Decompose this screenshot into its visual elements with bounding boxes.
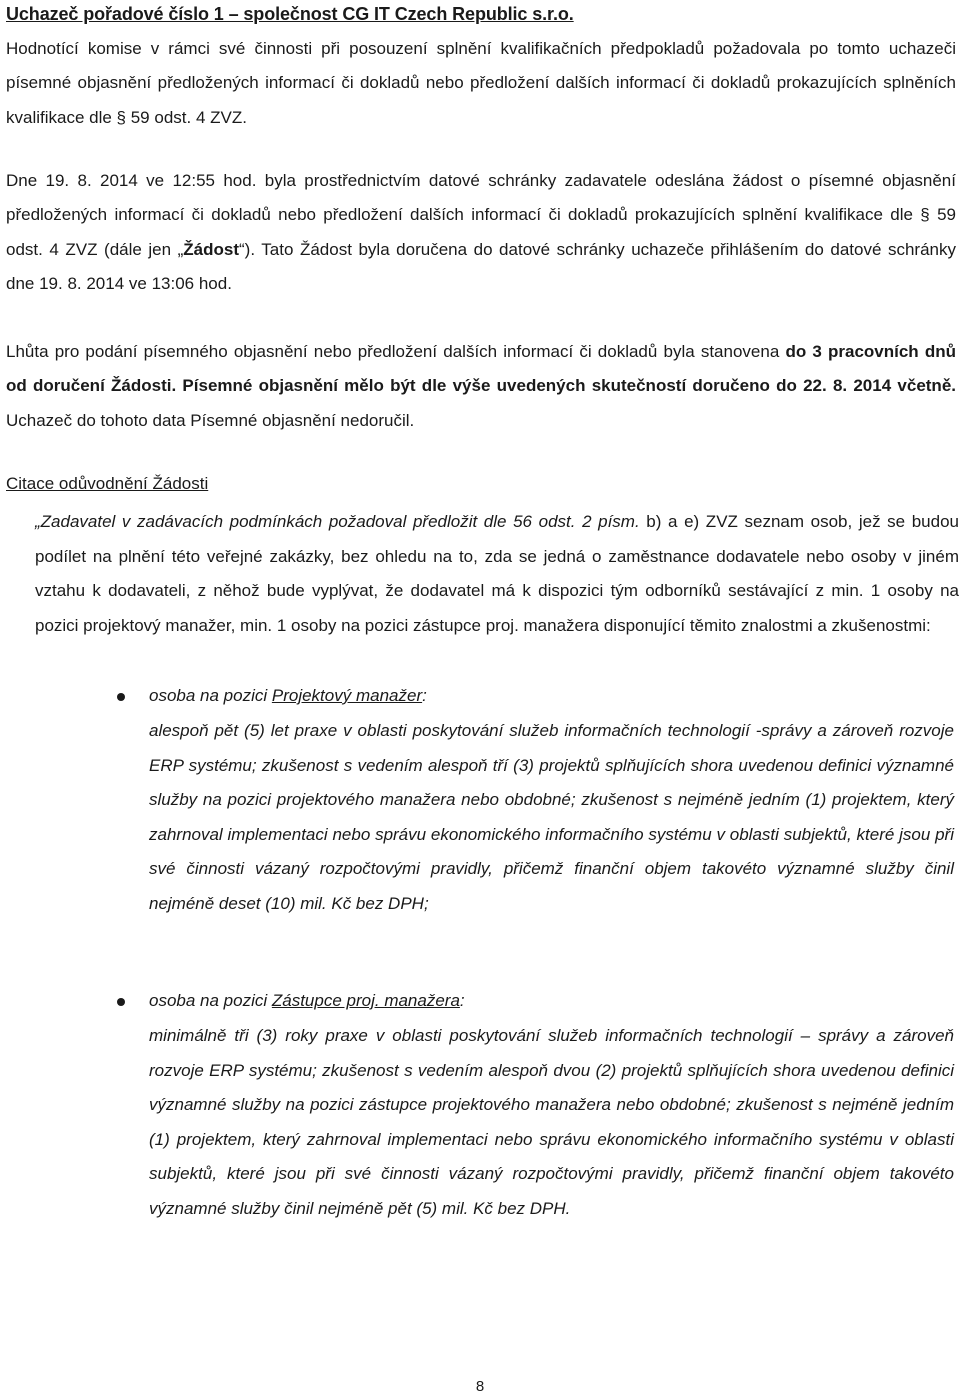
page-number: 8 — [475, 1378, 485, 1395]
bullet-icon — [117, 693, 125, 701]
request-text-2: “). Tato Žádost byla doručena do datové schránky uchazeče přihlášením do datové schránky dne 19. 8. 2014 ve 13:06 hod. — [6, 239, 956, 294]
bullet-prefix: osoba na pozici — [149, 991, 272, 1010]
request-text-1: Dne 19. 8. 2014 ve 12:55 hod. byla prostřednictvím datové schránky zadavatele odeslána žádost o písemné objasnění předložených informací či dokladů nebo předložení dalších informací či dokladů prokazujících splnění kvalifikace dle § 59 odst. 4 ZVZ (dále jen „ — [6, 171, 956, 259]
bullet-role: Projektový manažer — [271, 686, 423, 705]
bullet-suffix: : — [422, 686, 427, 705]
citation-heading: Citace odůvodnění Žádosti — [6, 474, 209, 493]
deadline-paragraph — [6, 335, 956, 438]
request-paragraph — [6, 164, 956, 302]
bullet-suffix: : — [459, 991, 465, 1010]
bullet-role: Zástupce proj. manažera — [271, 991, 460, 1010]
bullet-icon — [117, 998, 125, 1006]
intro-paragraph: Hodnotící komise v rámci své činnosti při posouzení splnění kvalifikačních předpokladů požadovala po tomto uchazeči písemné objasnění předložených informací či dokladů nebo předložení dalších informací či dokladů prokazujících splněních kvalifikace dle § 59 odst. 4 ZVZ. — [6, 39, 956, 127]
section-title: Uchazeč pořadové číslo 1 – společnost CG IT Czech Republic s.r.o. — [6, 4, 574, 24]
deadline-text-2: Uchazeč do tohoto data Písemné objasnění nedoručil. — [6, 410, 415, 430]
bullet-prefix: osoba na pozici — [149, 686, 272, 705]
bullet-description: alespoň pět (5) let praxe v oblasti poskytování služeb informačních technologií -správy a zároveň rozvoje ERP systému; zkušenost s vedením alespoň tří (3) projektů splňujících shora uvedenou definici významné služby na pozici projektového manažera nebo obdobné; zkušenost s nejméně jedním (1) projektem, který zahrnoval implementaci nebo správu ekonomického informačního systému v oblasti subjektů, které jsou při své činnosti vázaný rozpočtovými pravidly, přičemž finanční objem takovéto významné služby činil nejméně deset (10) mil. Kč bez DPH; — [149, 721, 954, 913]
bullet-description: minimálně tři (3) roky praxe v oblasti poskytování služeb informačních technologií – správy a zároveň rozvoje ERP systému; zkušenost s vedením alespoň dvou (2) projektů splňujících shora uvedenou definici významné služby na pozici zástupce projektového manažera nebo obdobné; zkušenost s nejméně jedním (1) projektem, který zahrnoval implementaci nebo správu ekonomického informačního systému v oblasti subjektů, které jsou při své činnosti vázaný rozpočtovými pravidly, přičemž finanční objem takovéto významné služby činil nejméně pět (5) mil. Kč bez DPH. — [149, 1026, 954, 1218]
deadline-text-1: Lhůta pro podání písemného objasnění nebo předložení dalších informací či dokladů byla stanovena — [6, 342, 786, 361]
citation-quote — [35, 505, 959, 643]
zadost-term: Žádost — [183, 239, 239, 259]
deadline-bold: do 3 pracovních dnů od doručení Žádosti. Písemné objasnění mělo být dle výše uvedených skutečností doručeno do 22. 8. 2014 včetně. — [6, 342, 956, 396]
bullet-label — [149, 679, 427, 714]
quote-text-2: b) a e) ZVZ seznam osob, jež se budou podílet na plnění této veřejné zakázky, bez ohledu na to, zda se jedná o zaměstnance dodavatele nebo osoby v jiném vztahu k dodavateli, z něhož bude vyplývat, že dodavatel má k dispozici tým odborníků sestávající z min. 1 osoby na pozici projektový manažer, min. 1 osoby na pozici zástupce proj. manažera disponující těmito znalostmi a zkušenostmi: — [35, 512, 960, 635]
bullet-label — [149, 984, 465, 1019]
quote-text-1: „Zadavatel v zadávacích podmínkách požadoval předložit dle 56 odst. 2 písm. — [35, 512, 640, 531]
